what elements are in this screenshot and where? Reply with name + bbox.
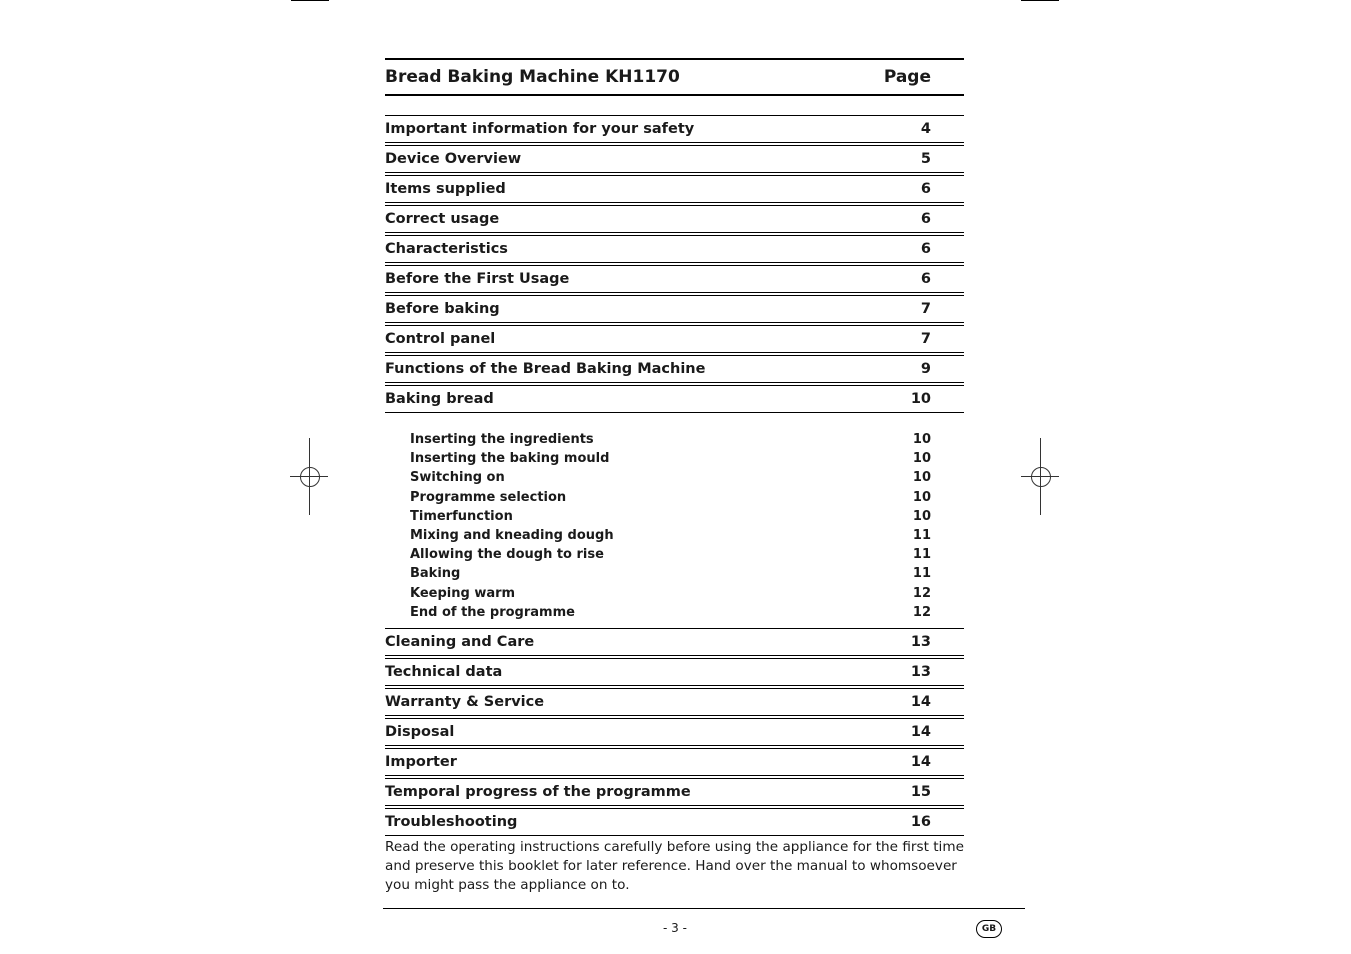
toc-subentry-page: 10 (912, 470, 931, 486)
toc-subentry (410, 507, 964, 526)
toc-entry-label: Importer (385, 753, 457, 770)
page-number: - 3 - (663, 921, 687, 935)
toc-entry-label: Items supplied (385, 181, 506, 197)
toc-entries (385, 115, 964, 413)
crop-mark-top-left (291, 0, 329, 1)
toc-subentry-page: 11 (912, 566, 931, 582)
toc-entry (385, 718, 964, 746)
toc-entry-label: Characteristics (385, 241, 508, 257)
toc-entry-label: Warranty & Service (385, 693, 545, 710)
toc-subentry-page: 10 (912, 451, 931, 467)
toc-entry-label: Functions of the Bread Baking Machine (385, 361, 706, 377)
toc-entry-page: 4 (920, 121, 931, 137)
toc-subentry-page: 10 (912, 432, 931, 448)
toc-subentry-page: 10 (912, 508, 931, 524)
toc-entry-label: Control panel (385, 331, 496, 347)
toc-entry-page: 6 (920, 271, 931, 287)
toc-entry (385, 115, 964, 143)
toc-subentry-page: 10 (912, 489, 931, 505)
toc-entry (385, 205, 964, 233)
toc-entry-label: Important information for your safety (385, 121, 695, 137)
toc-entry-page: 16 (910, 813, 931, 830)
toc-entry-page: 14 (910, 723, 931, 740)
toc-subentry (410, 449, 964, 468)
toc-subentry (410, 564, 964, 583)
instructions-note: Read the operating instructions carefully before using the appliance for the first time and preserve this booklet for later reference. Hand over the manual to whomsoever you might pass the appliance on to. (385, 839, 964, 893)
toc-entry-page: 15 (910, 783, 931, 800)
toc-entry (385, 355, 964, 383)
toc-entry (385, 235, 964, 263)
toc-entry (385, 628, 964, 656)
toc-entry-label: Technical data (385, 663, 503, 680)
toc-entry-page: 14 (910, 693, 931, 710)
toc-subentry (410, 584, 964, 603)
toc-entry-label: Before baking (385, 301, 500, 317)
toc-entry (385, 325, 964, 353)
toc-header (385, 58, 964, 96)
toc-entry-label: Temporal progress of the programme (385, 783, 691, 800)
toc-entry-page: 13 (910, 633, 931, 650)
toc-entry-page: 6 (920, 181, 931, 197)
toc-subentry-label: Baking (410, 566, 461, 582)
toc-entry (385, 658, 964, 686)
toc-entry (385, 295, 964, 323)
toc-entry-label: Troubleshooting (385, 813, 518, 830)
document-title: Bread Baking Machine KH1170 (385, 67, 680, 87)
toc-subentry-label: End of the programme (410, 604, 575, 620)
table-of-contents (385, 58, 964, 838)
toc-entry-page: 7 (920, 331, 931, 347)
toc-subentry-label: Keeping warm (410, 585, 516, 601)
toc-entry-page: 5 (920, 151, 931, 167)
toc-entry-label: Device Overview (385, 151, 522, 167)
toc-subentry-label: Mixing and kneading dough (410, 528, 614, 544)
footer-divider (383, 908, 1025, 909)
toc-entry (385, 385, 964, 413)
toc-entry (385, 265, 964, 293)
toc-entry-label: Correct usage (385, 211, 500, 227)
toc-subentry-label: Timerfunction (410, 508, 513, 524)
toc-entries-after (385, 628, 964, 836)
toc-entry-page: 14 (910, 753, 931, 770)
toc-subentry-label: Inserting the ingredients (410, 432, 594, 448)
toc-entry (385, 808, 964, 836)
toc-subentry (410, 545, 964, 564)
toc-subentry (410, 488, 964, 507)
toc-subentries (385, 415, 964, 628)
toc-subentry (410, 603, 964, 622)
crop-mark-top-right (1021, 0, 1059, 1)
toc-entry-label: Baking bread (385, 391, 494, 407)
toc-entry-page: 6 (920, 241, 931, 257)
toc-entry-page: 6 (920, 211, 931, 227)
toc-subentry (410, 430, 964, 449)
toc-subentry-page: 12 (912, 604, 931, 620)
toc-subentry-page: 11 (912, 547, 931, 563)
toc-entry-page: 10 (910, 391, 931, 407)
toc-subentry (410, 526, 964, 545)
toc-entry-label: Cleaning and Care (385, 633, 535, 650)
toc-entry (385, 688, 964, 716)
language-badge: GB (976, 920, 1002, 938)
toc-subentry-label: Switching on (410, 470, 505, 486)
toc-entry-page: 7 (920, 301, 931, 317)
toc-entry (385, 145, 964, 173)
toc-subentry-label: Programme selection (410, 489, 567, 505)
toc-entry (385, 748, 964, 776)
toc-entry (385, 778, 964, 806)
toc-subentry (410, 468, 964, 487)
toc-entry-page: 13 (910, 663, 931, 680)
toc-subentry-page: 11 (912, 528, 931, 544)
toc-entry-page: 9 (920, 361, 931, 377)
toc-subentry-label: Allowing the dough to rise (410, 547, 604, 563)
toc-subentry-page: 12 (912, 585, 931, 601)
toc-entry (385, 175, 964, 203)
toc-entry-label: Before the First Usage (385, 271, 570, 287)
toc-entry-label: Disposal (385, 723, 455, 740)
page-column-label: Page (883, 67, 931, 87)
toc-subentry-label: Inserting the baking mould (410, 451, 610, 467)
